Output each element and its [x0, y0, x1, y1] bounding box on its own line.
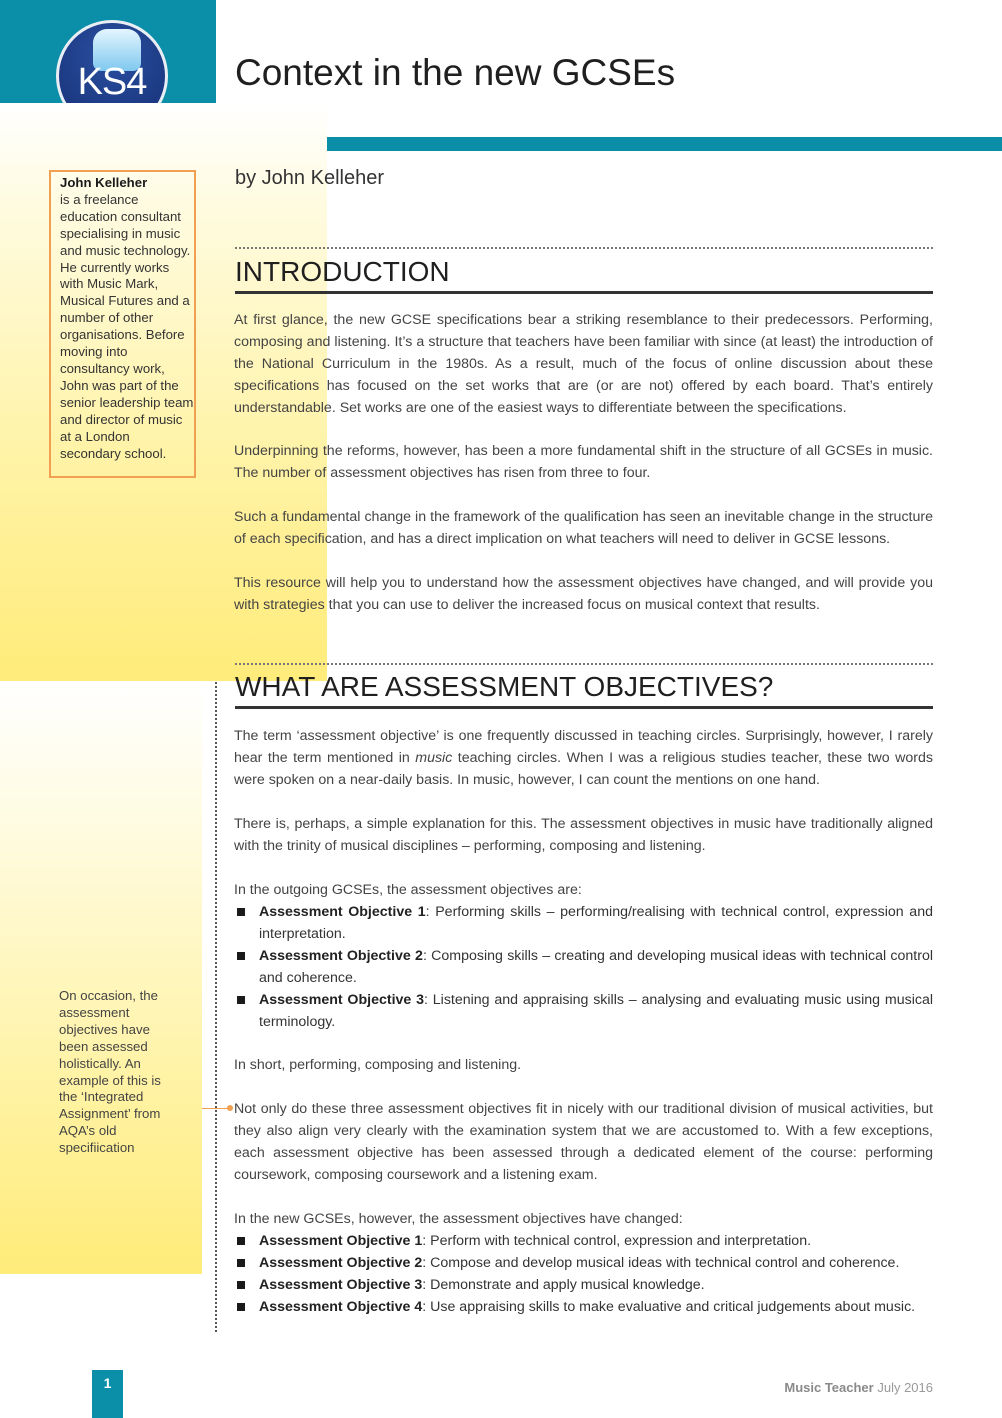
- intro-paragraph-4: This resource will help you to understand how the assessment objectives have changed, and will provide you with strategies that you can use to deliver the increased focus on musical context that results.: [234, 575, 933, 613]
- section-heading-introduction: INTRODUCTION: [235, 255, 933, 294]
- objectives-summary: In short, performing, composing and listening.: [234, 1057, 522, 1073]
- objectives-paragraph-2: There is, perhaps, a simple explanation for this. The assessment objectives in music have traditionally aligned with the trinity of musical disciplines – performing, composing and listening.: [234, 816, 933, 854]
- old-objectives-intro: In the outgoing GCSEs, the assessment objectives are:: [234, 882, 582, 898]
- list-item-text: : Listening and appraising skills – analysing and evaluating music using musical terminology.: [259, 992, 933, 1030]
- objectives-paragraph-3: Not only do these three assessment objectives fit in nicely with our traditional division of musical activities, but they also align very clearly with the examination system that we are accustomed to. With a few exceptions, each assessment objective has been assessed through a dedicated element of the course: performing coursework, composing coursework and a listening exam.: [234, 1101, 933, 1183]
- dotted-divider-objectives: [235, 663, 933, 665]
- margin-note-pointer: [202, 1108, 230, 1109]
- list-item-label: Assessment Objective 3: [259, 1277, 423, 1293]
- footer-magazine: Music Teacher: [784, 1380, 874, 1395]
- old-objectives-list: [234, 901, 933, 1033]
- badge-label: KS4: [77, 61, 147, 103]
- header-teal-block: [0, 0, 216, 103]
- list-item: [234, 1296, 933, 1318]
- margin-note: On occasion, the assessment objectives have been assessed holistically. An example of this is the ‘Integrated Assignment’ from AQA’s old specifiication: [59, 988, 161, 1156]
- intro-paragraph-3: Such a fundamental change in the framework of the qualification has seen an inevitable change in the structure of each specification, and has a direct implication on what teachers will need to deliver in GCSE lessons.: [234, 509, 933, 547]
- objectives-p1-text-a: The term ‘assessment objective’ is one frequently discussed in teaching circles. Surprisingly, however, I rarely hear the term mentioned in: [234, 728, 933, 766]
- list-item-text: : Compose and develop musical ideas with technical control and coherence.: [422, 1255, 900, 1271]
- ks4-badge: [56, 20, 168, 103]
- list-item-label: Assessment Objective 1: [259, 904, 426, 920]
- list-item: [234, 1230, 933, 1252]
- intro-paragraph-2: Underpinning the reforms, however, has been a more fundamental shift in the structure of all GCSEs in music. The number of assessment objectives has risen from three to four.: [234, 443, 933, 481]
- footer-credit: [600, 1380, 933, 1395]
- dotted-divider-intro: [235, 247, 933, 249]
- list-item: [234, 1274, 933, 1296]
- section-heading-objectives: WHAT ARE ASSESSMENT OBJECTIVES?: [235, 670, 933, 709]
- list-item: [234, 989, 933, 1033]
- author-bio-box: [49, 170, 196, 478]
- list-item-text: : Use appraising skills to make evaluative and critical judgements about music.: [422, 1299, 916, 1315]
- list-item-label: Assessment Objective 1: [259, 1233, 423, 1249]
- list-item: [234, 1252, 933, 1274]
- author-bio-text: is a freelance education consultant specialising in music and music technology. He currently works with Music Mark, Musical Futures and a number of other organisations. Before moving into consultancy work, John was part of the senior leadership team and director of music at a London secondary school.: [60, 191, 194, 461]
- title-underline-bar: [327, 137, 1002, 151]
- list-item-label: Assessment Objective 2: [259, 948, 423, 964]
- list-item-label: Assessment Objective 3: [259, 992, 425, 1008]
- margin-note-pointer-dot-icon: [227, 1105, 233, 1111]
- dotted-vertical-rule: [215, 682, 217, 1332]
- list-item-text: : Demonstrate and apply musical knowledge.: [422, 1277, 705, 1293]
- list-item: [234, 945, 933, 989]
- list-item-label: Assessment Objective 2: [259, 1255, 423, 1271]
- list-item-text: : Perform with technical control, expression and interpretation.: [422, 1233, 812, 1249]
- byline: by John Kelleher: [235, 167, 384, 189]
- yellow-gradient-panel-bottom: [0, 681, 202, 1274]
- author-name: John Kelleher: [60, 175, 148, 190]
- new-objectives-intro: In the new GCSEs, however, the assessment objectives have changed:: [234, 1211, 683, 1227]
- new-objectives-list: [234, 1230, 933, 1318]
- intro-paragraph-1: At first glance, the new GCSE specifications bear a striking resemblance to their predecessors. Performing, composing and listening. It’s a structure that teachers have been familiar with since (at least) the introduction of the National Curriculum in the 1980s. As a result, much of the focus of online discussion about these specifications has focused on the set works that are (or are not) offered by each board. That’s entirely understandable. Set works are one of the easiest ways to differentiate between the specifications.: [234, 312, 933, 416]
- objectives-p1-emphasis: music: [415, 750, 453, 766]
- list-item-text: : Performing skills – performing/realising with technical control, expression and interpretation.: [259, 904, 933, 942]
- list-item: [234, 901, 933, 945]
- page-number: 1: [92, 1370, 123, 1418]
- list-item-text: : Composing skills – creating and developing musical ideas with technical control and coherence.: [259, 948, 933, 986]
- list-item-label: Assessment Objective 4: [259, 1299, 423, 1315]
- objectives-p1-text-b: teaching circles. When I was a religious studies teacher, these two words were spoken on a near-daily basis. In music, however, I can count the mentions on one hand.: [234, 750, 934, 788]
- footer-date: July 2016: [873, 1380, 933, 1395]
- objectives-paragraph-1: [234, 725, 933, 791]
- page-title: Context in the new GCSEs: [235, 52, 676, 93]
